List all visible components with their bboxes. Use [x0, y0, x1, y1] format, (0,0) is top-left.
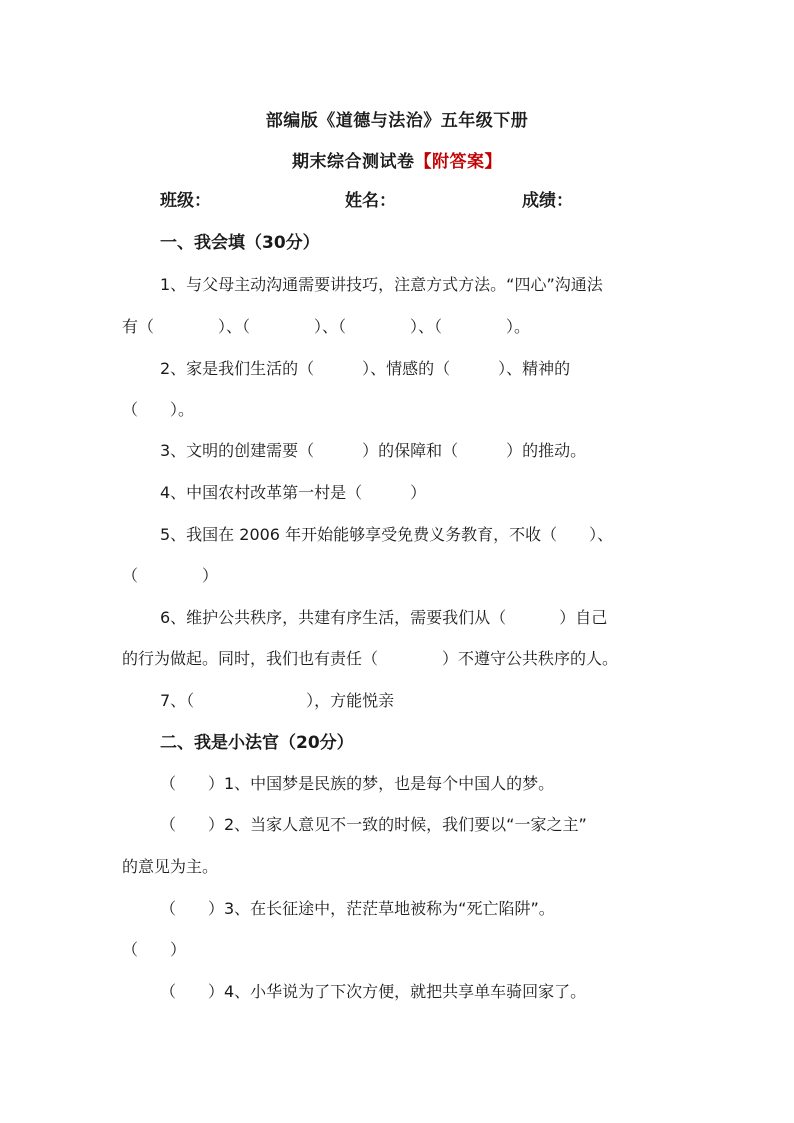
subtitle-accent: 【附答案】: [414, 152, 502, 172]
judge-line: （ ）: [122, 940, 187, 959]
document-title: 部编版《道德与法治》五年级下册: [265, 111, 529, 131]
section2-heading: 二、我是小法官（20分）: [160, 733, 354, 753]
question-line: 1、与父母主动沟通需要讲技巧，注意方式方法。“四心”沟通法: [160, 275, 603, 294]
question-line: （ ）。: [122, 400, 195, 419]
question-line: 5、我国在 2006 年开始能够享受免费义务教育，不收（ ）、: [160, 525, 614, 544]
question-line: 6、维护公共秩序，共建有序生活，需要我们从（ ）自己: [160, 608, 608, 627]
question-line: 3、文明的创建需要（ ）的保障和（ ）的推动。: [160, 441, 587, 460]
section1-heading: 一、我会填（30分）: [160, 233, 320, 253]
question-line: 4、中国农村改革第一村是（ ）: [160, 483, 427, 502]
question-line: 的行为做起。同时，我们也有责任（ ）不遵守公共秩序的人。: [122, 649, 619, 668]
question-line: 7、（ ），方能悦亲: [160, 691, 395, 710]
class-label: 班级：: [160, 191, 211, 211]
subtitle-main: 期末综合测试卷: [292, 152, 415, 172]
judge-line: （ ）1、中国梦是民族的梦，也是每个中国人的梦。: [160, 774, 555, 793]
document-subtitle: [0, 147, 794, 172]
question-line: （ ）: [122, 566, 219, 585]
judge-line: 的意见为主。: [122, 857, 219, 876]
name-label: 姓名：: [345, 191, 396, 211]
question-line: 有（ ）、（ ）、（ ）、（ ）。: [122, 317, 531, 336]
score-label: 成绩：: [522, 191, 573, 211]
judge-line: （ ）4、小华说为了下次方便，就把共享单车骑回家了。: [160, 982, 587, 1001]
judge-line: （ ）3、在长征途中，茫茫草地被称为“死亡陷阱”。: [160, 899, 555, 918]
question-line: 2、家是我们生活的（ ）、情感的（ ）、精神的: [160, 359, 571, 378]
judge-line: （ ）2、当家人意见不一致的时候，我们要以“一家之主”: [160, 815, 587, 834]
